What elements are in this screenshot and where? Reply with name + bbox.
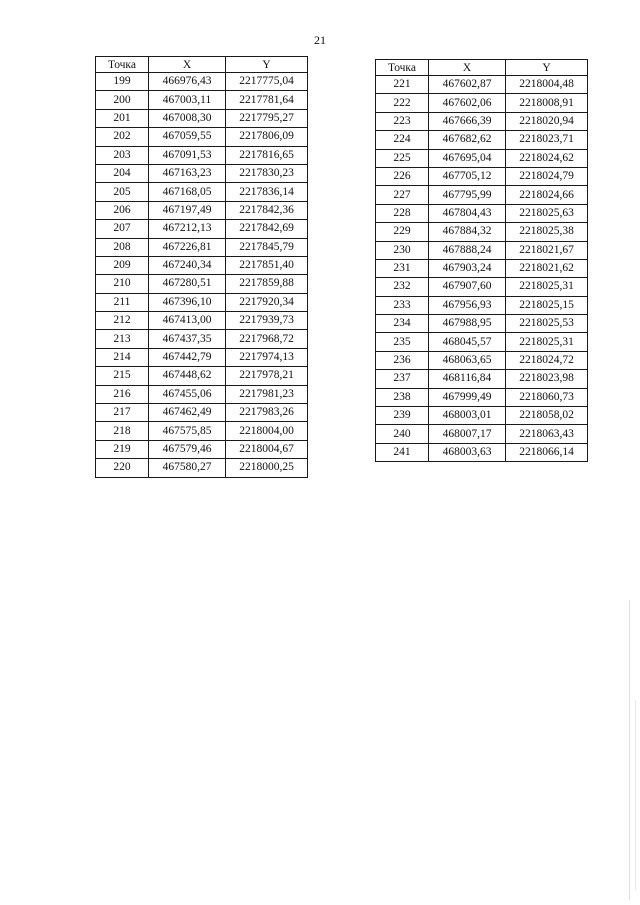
table-row [376,370,588,388]
cell-y: 2217781,64 [226,91,308,109]
cell-point: 199 [96,73,149,91]
cell-y: 2217939,73 [226,312,308,330]
cell-x: 467442,79 [149,348,226,366]
table-row [376,407,588,425]
cell-x: 467197,49 [149,201,226,219]
cell-y: 2217842,36 [226,201,308,219]
table-header-row [96,57,308,73]
cell-x: 467413,00 [149,312,226,330]
cell-x: 467168,05 [149,183,226,201]
cell-y: 2218025,15 [506,296,588,314]
cell-y: 2218024,62 [506,149,588,167]
cell-point: 204 [96,164,149,182]
table-row [96,256,308,274]
cell-point: 201 [96,109,149,127]
cell-point: 231 [376,259,429,277]
cell-x: 467695,04 [429,149,506,167]
cell-point: 220 [96,459,149,477]
cell-point: 228 [376,204,429,222]
cell-y: 2218025,38 [506,223,588,241]
cell-x: 467795,99 [429,186,506,204]
cell-y: 2218025,63 [506,204,588,222]
cell-point: 206 [96,201,149,219]
cell-point: 224 [376,131,429,149]
header-y: Y [226,57,308,73]
cell-point: 227 [376,186,429,204]
cell-x: 468063,65 [429,351,506,369]
cell-x: 466976,43 [149,73,226,91]
cell-y: 2217859,88 [226,275,308,293]
cell-y: 2218025,31 [506,333,588,351]
table-row [376,278,588,296]
cell-y: 2217920,34 [226,293,308,311]
table-row [96,73,308,91]
cell-x: 467226,81 [149,238,226,256]
cell-x: 467240,34 [149,256,226,274]
cell-point: 238 [376,388,429,406]
cell-x: 467602,06 [429,94,506,112]
cell-y: 2218066,14 [506,443,588,461]
cell-point: 202 [96,128,149,146]
table-header-row [376,60,588,76]
cell-point: 209 [96,256,149,274]
scan-artifact [629,600,630,900]
cell-y: 2217775,04 [226,73,308,91]
cell-point: 223 [376,112,429,130]
cell-x: 467602,87 [429,76,506,94]
cell-x: 467008,30 [149,109,226,127]
cell-x: 467003,11 [149,91,226,109]
scan-artifact [635,700,636,890]
cell-point: 226 [376,167,429,185]
cell-point: 237 [376,370,429,388]
cell-y: 2218060,73 [506,388,588,406]
cell-x: 467455,06 [149,385,226,403]
table-row [376,223,588,241]
cell-x: 468003,01 [429,407,506,425]
cell-x: 467903,24 [429,259,506,277]
cell-point: 214 [96,348,149,366]
cell-point: 229 [376,223,429,241]
table-row [96,312,308,330]
cell-y: 2217983,26 [226,404,308,422]
cell-point: 222 [376,94,429,112]
cell-y: 2217836,14 [226,183,308,201]
table-row [376,351,588,369]
cell-x: 468116,84 [429,370,506,388]
cell-y: 2217851,40 [226,256,308,274]
header-y: Y [506,60,588,76]
cell-point: 225 [376,149,429,167]
table-row [376,296,588,314]
table-row [376,241,588,259]
header-x: X [149,57,226,73]
cell-y: 2217968,72 [226,330,308,348]
cell-point: 200 [96,91,149,109]
cell-point: 219 [96,440,149,458]
cell-point: 208 [96,238,149,256]
table-row [376,425,588,443]
cell-x: 467059,55 [149,128,226,146]
cell-x: 467437,35 [149,330,226,348]
cell-point: 211 [96,293,149,311]
cell-y: 2218008,91 [506,94,588,112]
cell-x: 468045,57 [429,333,506,351]
table-row [96,164,308,182]
cell-x: 467163,23 [149,164,226,182]
cell-y: 2217816,65 [226,146,308,164]
cell-point: 239 [376,407,429,425]
cell-y: 2218004,67 [226,440,308,458]
table-row [376,112,588,130]
cell-point: 215 [96,367,149,385]
table-row [96,422,308,440]
cell-x: 467988,95 [429,315,506,333]
table-row [96,367,308,385]
cell-x: 467956,93 [429,296,506,314]
cell-y: 2218021,62 [506,259,588,277]
table-row [376,94,588,112]
cell-point: 221 [376,76,429,94]
cell-point: 230 [376,241,429,259]
table-row [96,128,308,146]
cell-y: 2218000,25 [226,459,308,477]
cell-y: 2217795,27 [226,109,308,127]
table-row [96,220,308,238]
cell-x: 467091,53 [149,146,226,164]
cell-point: 205 [96,183,149,201]
cell-point: 235 [376,333,429,351]
cell-y: 2218020,94 [506,112,588,130]
page-number: 21 [314,33,326,47]
cell-point: 240 [376,425,429,443]
cell-point: 218 [96,422,149,440]
cell-point: 207 [96,220,149,238]
cell-y: 2218024,72 [506,351,588,369]
table-row [376,167,588,185]
cell-x: 467280,51 [149,275,226,293]
cell-x: 467579,46 [149,440,226,458]
table-row [96,183,308,201]
table-row [96,348,308,366]
cell-y: 2218058,02 [506,407,588,425]
cell-x: 467705,12 [429,167,506,185]
cell-y: 2218023,71 [506,131,588,149]
cell-point: 232 [376,278,429,296]
header-point: Точка [376,60,429,76]
table-row [376,388,588,406]
cell-point: 236 [376,351,429,369]
cell-point: 217 [96,404,149,422]
cell-x: 467580,27 [149,459,226,477]
coordinates-table-right [375,59,588,462]
cell-x: 467999,49 [429,388,506,406]
cell-x: 467462,49 [149,404,226,422]
table-row [376,76,588,94]
table-row [96,293,308,311]
cell-point: 241 [376,443,429,461]
cell-y: 2218024,66 [506,186,588,204]
table-row [96,201,308,219]
table-row [96,109,308,127]
cell-point: 234 [376,315,429,333]
cell-x: 467682,62 [429,131,506,149]
table-row [376,259,588,277]
table-row [376,333,588,351]
cell-x: 467575,85 [149,422,226,440]
table-row [96,459,308,477]
cell-point: 216 [96,385,149,403]
cell-x: 467666,39 [429,112,506,130]
table-row [376,443,588,461]
header-point: Точка [96,57,149,73]
table-row [96,91,308,109]
cell-y: 2217978,21 [226,367,308,385]
cell-y: 2217845,79 [226,238,308,256]
cell-y: 2218004,48 [506,76,588,94]
table-row [96,238,308,256]
cell-x: 467448,62 [149,367,226,385]
cell-y: 2218004,00 [226,422,308,440]
header-x: X [429,60,506,76]
cell-point: 213 [96,330,149,348]
cell-y: 2218025,53 [506,315,588,333]
cell-y: 2217830,23 [226,164,308,182]
cell-x: 467212,13 [149,220,226,238]
cell-point: 233 [376,296,429,314]
cell-point: 210 [96,275,149,293]
cell-y: 2218025,31 [506,278,588,296]
cell-y: 2217806,09 [226,128,308,146]
cell-x: 467888,24 [429,241,506,259]
cell-y: 2217842,69 [226,220,308,238]
cell-point: 203 [96,146,149,164]
cell-x: 468003,63 [429,443,506,461]
table-row [96,440,308,458]
table-row [376,204,588,222]
cell-point: 212 [96,312,149,330]
table-row [376,149,588,167]
table-row [96,275,308,293]
cell-y: 2218024,79 [506,167,588,185]
cell-y: 2218023,98 [506,370,588,388]
table-row [96,146,308,164]
table-row [96,385,308,403]
cell-x: 467804,43 [429,204,506,222]
cell-y: 2218063,43 [506,425,588,443]
cell-y: 2217981,23 [226,385,308,403]
cell-x: 467396,10 [149,293,226,311]
cell-y: 2218021,67 [506,241,588,259]
cell-x: 467884,32 [429,223,506,241]
cell-x: 467907,60 [429,278,506,296]
table-row [376,315,588,333]
table-row [376,131,588,149]
table-row [96,404,308,422]
cell-x: 468007,17 [429,425,506,443]
cell-y: 2217974,13 [226,348,308,366]
coordinates-table-left [95,56,308,478]
table-row [376,186,588,204]
table-row [96,330,308,348]
